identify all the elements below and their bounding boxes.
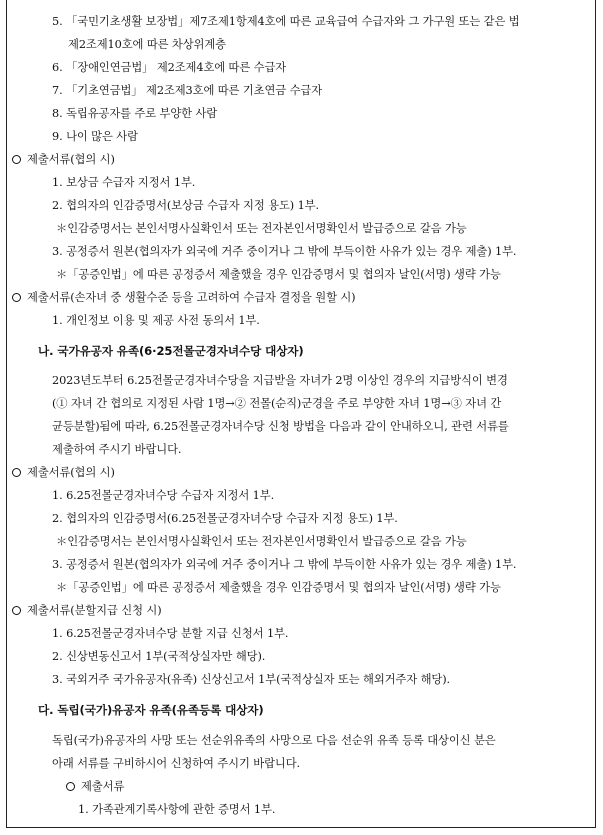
section-paragraph: 제출하여 주시기 바랍니다. <box>52 443 182 456</box>
docs-heading-living: 제출서류(손자녀 중 생활수준 등을 고려하여 수급자 결정을 원할 시) <box>12 291 356 305</box>
doc-note: ＊「공증인법」에 따른 공정증서 제출했을 경우 인감증명서 및 협의자 날인(서명) 생략 가능 <box>56 268 501 281</box>
circle-bullet-icon <box>12 606 21 615</box>
section-paragraph: (① 자녀 간 협의로 지정된 사람 1명→② 전몰(순직)군경을 주로 부양한 자녀 1명→③ 자녀 간 <box>52 397 502 410</box>
section-paragraph: 균등분할)됨에 따라, 6.25전몰군경자녀수당 신청 방법을 다음과 같이 안내하오니, 관련 서류를 <box>52 420 509 433</box>
section-paragraph: 아래 서류를 구비하시어 신청하여 주시기 바랍니다. <box>52 757 301 770</box>
circle-bullet-icon <box>12 468 21 477</box>
circle-bullet-icon <box>12 155 21 164</box>
section-paragraph: 독립(국가)유공자의 사망 또는 선순위유족의 사망으로 다음 선순위 유족 등록 대상이신 분은 <box>52 734 496 747</box>
docs-heading-agreement: 제출서류(협의 시) <box>12 466 115 480</box>
doc-line: 1. 6.25전몰군경자녀수당 분할 지급 신청서 1부. <box>52 627 289 640</box>
docs-heading-agreement: 제출서류(협의 시) <box>12 153 115 167</box>
doc-line: 2. 신상변동신고서 1부(국적상실자만 해당). <box>52 650 266 663</box>
section-title-na: 나. 국가유공자 유족(6·25전몰군경자녀수당 대상자) <box>38 344 304 358</box>
doc-line: 3. 공정증서 원본(협의자가 외국에 거주 중이거나 그 밖에 부득이한 사유가 있는 경우 제출) 1부. <box>52 558 517 571</box>
eligibility-item-6: 6. 「장애인연금법」 제2조제4호에 따른 수급자 <box>52 61 287 74</box>
docs-heading: 제출서류 <box>66 780 124 794</box>
docs-heading-split: 제출서류(분할지급 신청 시) <box>12 604 162 618</box>
doc-line: 3. 국외거주 국가유공자(유족) 신상신고서 1부(국적상실자 또는 해외거주자 해당). <box>52 673 451 686</box>
circle-bullet-icon <box>12 293 21 302</box>
eligibility-item-7: 7. 「기초연금법」 제2조제3호에 따른 기초연금 수급자 <box>52 84 323 97</box>
doc-line: 2. 협의자의 인감증명서(6.25전몰군경자녀수당 수급자 지정 용도) 1부. <box>52 512 398 525</box>
eligibility-item-5-cont: 제2조제10호에 따른 차상위계층 <box>68 38 226 51</box>
doc-line: 1. 가족관계기록사항에 관한 증명서 1부. <box>78 803 276 816</box>
doc-line: 1. 개인정보 이용 및 제공 사전 동의서 1부. <box>52 314 260 327</box>
doc-line: 1. 6.25전몰군경자녀수당 수급자 지정서 1부. <box>52 489 275 502</box>
doc-note: ＊인감증명서는 본인서명사실확인서 또는 전자본인서명확인서 발급증으로 갈음 가능 <box>56 222 467 235</box>
doc-note: ＊「공증인법」에 따른 공정증서 제출했을 경우 인감증명서 및 협의자 날인(서명) 생략 가능 <box>56 581 501 594</box>
section-title-da: 다. 독립(국가)유공자 유족(유족등록 대상자) <box>38 703 264 717</box>
doc-line: 3. 공정증서 원본(협의자가 외국에 거주 중이거나 그 밖에 부득이한 사유가 있는 경우 제출) 1부. <box>52 245 517 258</box>
eligibility-item-9: 9. 나이 많은 사람 <box>52 130 138 143</box>
circle-bullet-icon <box>66 782 75 791</box>
doc-line: 1. 보상금 수급자 지정서 1부. <box>52 176 196 189</box>
eligibility-item-8: 8. 독립유공자를 주로 부양한 사람 <box>52 107 218 120</box>
doc-note: ＊인감증명서는 본인서명사실확인서 또는 전자본인서명확인서 발급증으로 갈음 가능 <box>56 535 467 548</box>
doc-line: 2. 협의자의 인감증명서(보상금 수급자 지정 용도) 1부. <box>52 199 319 212</box>
eligibility-item-5: 5. 「국민기초생활 보장법」제7조제1항제4호에 따른 교육급여 수급자와 그 가구원 또는 같은 법 <box>52 15 520 28</box>
section-paragraph: 2023년도부터 6.25전몰군경자녀수당을 지급받을 자녀가 2명 이상인 경우의 지급방식이 변경 <box>52 374 508 387</box>
